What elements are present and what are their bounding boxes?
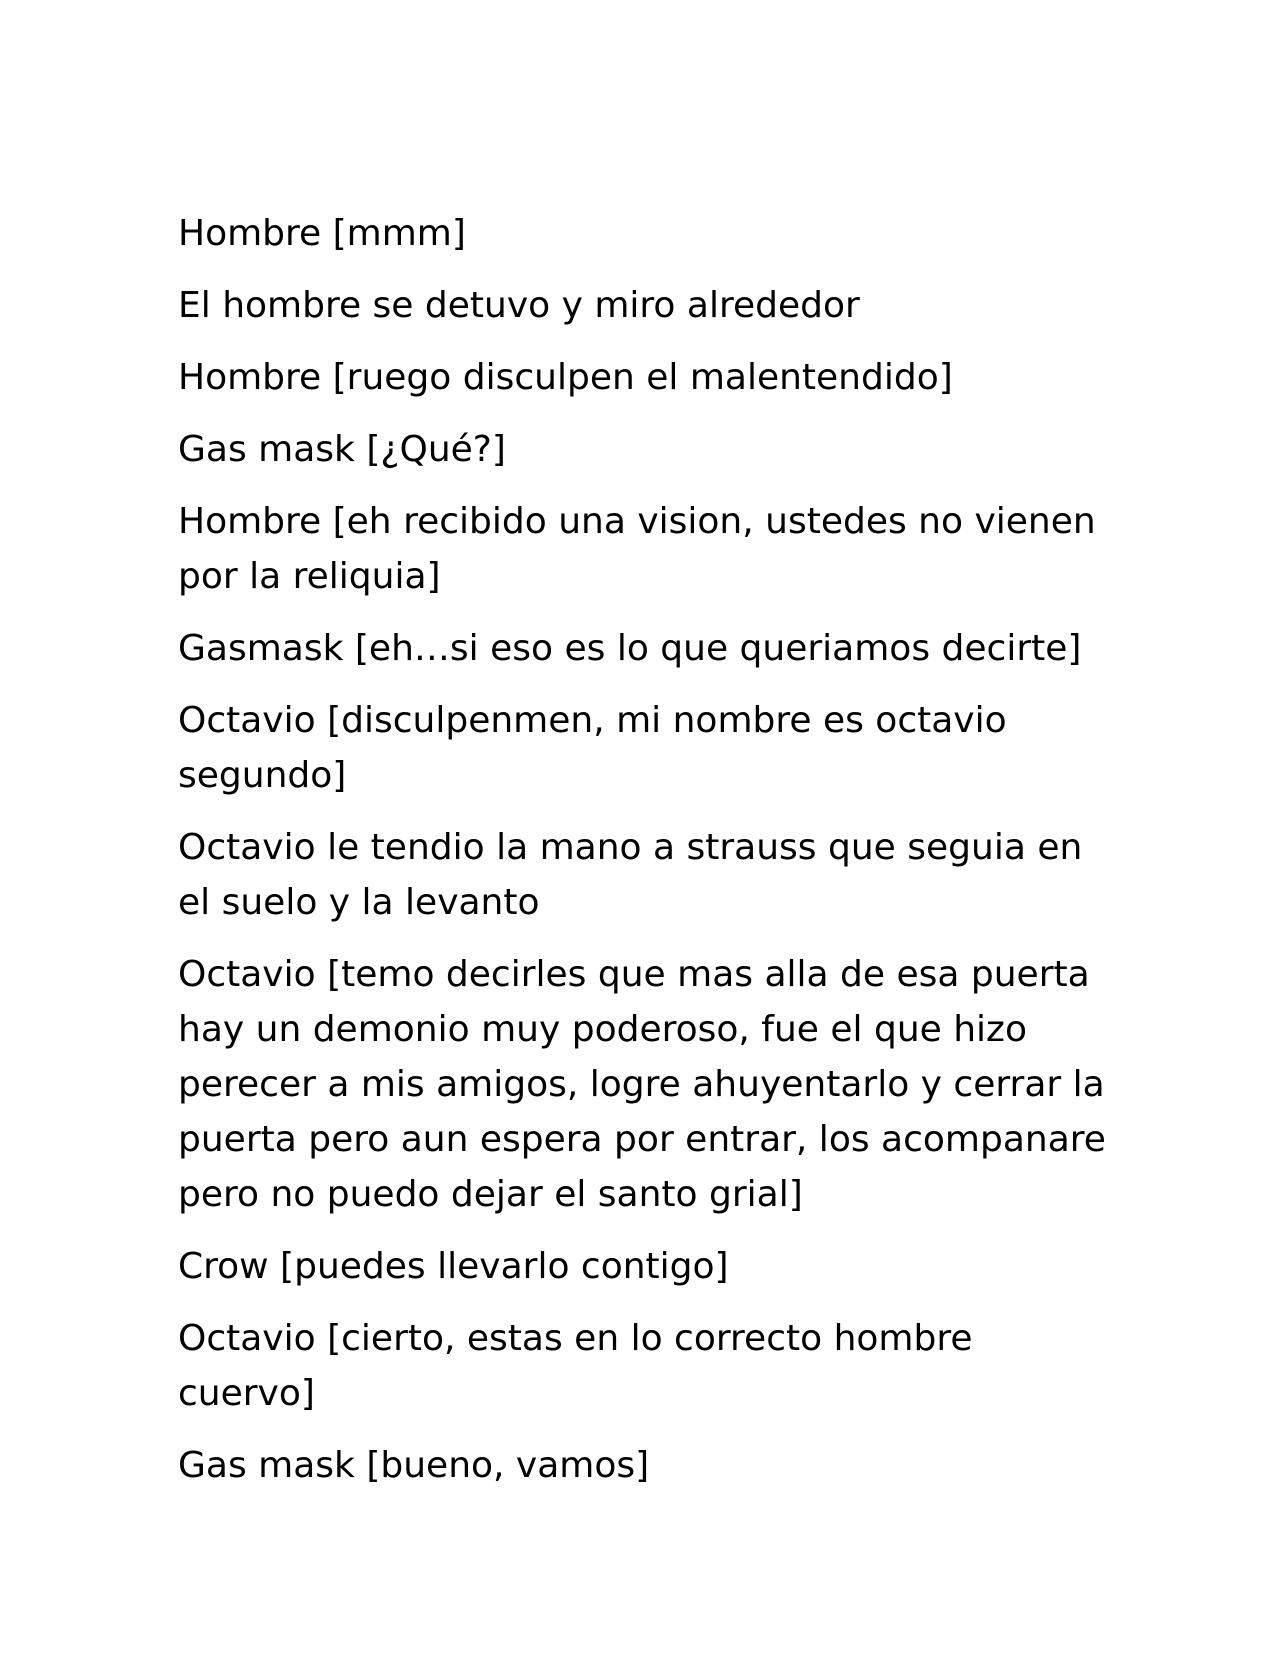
paragraph: Gas mask [¿Qué?] (178, 429, 506, 470)
paragraph: El hombre se detuvo y miro alrededor (178, 285, 860, 326)
paragraph: Octavio [cierto, estas en lo correcto hombre cuervo] (178, 1318, 973, 1414)
paragraph: Hombre [mmm] (178, 213, 466, 254)
document-body (178, 206, 1108, 1510)
paragraph: Gas mask [bueno, vamos] (178, 1445, 650, 1486)
paragraph: Hombre [eh recibido una vision, ustedes no vienen por la reliquia] (178, 501, 1096, 597)
paragraph: Hombre [ruego disculpen el malentendido] (178, 357, 953, 398)
paragraph: Octavio le tendio la mano a strauss que seguia en el suelo y la levanto (178, 827, 1083, 923)
paragraph: Crow [puedes llevarlo contigo] (178, 1246, 729, 1287)
paragraph: Octavio [temo decirles que mas alla de esa puerta hay un demonio muy poderoso, fue el que hizo perecer a mis amigos, logre ahuyentarlo y cerrar la puerta pero aun espera por entrar, los acompanare pero no puedo dejar el santo grial] (178, 954, 1106, 1215)
paragraph: Octavio [disculpenmen, mi nombre es octavio segundo] (178, 700, 1007, 796)
paragraph: Gasmask [eh…si eso es lo que queriamos decirte] (178, 628, 1082, 669)
